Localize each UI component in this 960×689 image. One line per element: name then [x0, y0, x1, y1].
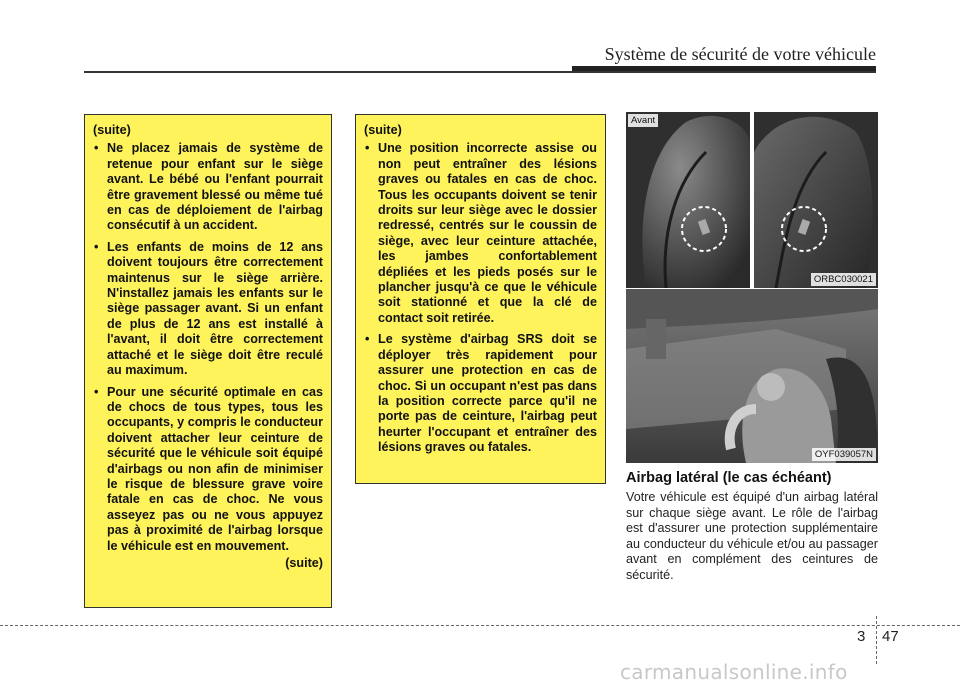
page-number: 47	[882, 628, 899, 645]
section-title: Airbag latéral (le cas échéant)	[626, 470, 832, 486]
continued-label: (suite)	[364, 123, 402, 137]
warning-item: • Ne placez jamais de système de retenue pour enfant sur le siège avant. Le bébé ou l'enfant pourrait être gravement blessé ou même tué en cas de déploiement de l'airbag consécutif à un accident.	[93, 141, 323, 233]
figure-code: ORBC030021	[811, 273, 876, 286]
seats-side-airbag-photo	[626, 112, 878, 288]
warning-item: • Les enfants de moins de 12 ans doivent toujours être correctement maintenus sur le siège arrière. N'installez jamais les enfants sur le siège passager avant. Si un enfant de plus de 12 ans est installé à l'avant, il doit être correctement attaché et le siège doit être reculé au maximum.	[93, 240, 323, 379]
warning-box-left	[84, 114, 332, 608]
warning-list	[364, 141, 597, 455]
section-body: Votre véhicule est équipé d'un airbag latéral sur chaque siège avant. Le rôle de l'airbag est d'assurer une protection supplémentaire au conducteur du véhicule et/ou au passager avant en complément des ceintures de sécurité.	[626, 490, 878, 582]
chapter-number: 3	[857, 628, 866, 645]
footer-divider	[0, 625, 960, 626]
page-header-title: Système de sécurité de votre véhicule	[604, 44, 876, 64]
front-label: Avant	[628, 114, 658, 127]
interior-illustration	[626, 289, 878, 463]
continued-end-label: (suite)	[285, 555, 323, 570]
page-number-divider	[876, 616, 877, 664]
continued-label: (suite)	[93, 123, 131, 137]
watermark: carmanualsonline.info	[620, 660, 848, 684]
figure-code: OYF039057N	[812, 448, 876, 461]
interior-airbag-photo	[626, 289, 878, 463]
warning-box-middle	[355, 114, 606, 484]
seats-illustration	[626, 112, 878, 288]
warning-item: • Pour une sécurité optimale en cas de chocs de tous types, tous les occupants, y compris le conducteur doivent attacher leur ceinture de sécurité que le véhicule soit équipé d'airbags ou non afin de minimiser le risque de blessure grave voire fatale en cas de choc. Ne vous asseyez pas ou ne vous appuyez pas à proximité de l'airbag lorsque le véhicule est en mouvement.	[93, 385, 323, 554]
warning-item: • Le système d'airbag SRS doit se déployer très rapidement pour assurer une protection en cas de choc. Si un occupant n'est pas dans la position correcte parce qu'il ne porte pas de ceinture, l'airbag peut heurter l'occupant et entraîner des lésions graves ou fatales.	[364, 332, 597, 455]
warning-list	[93, 141, 323, 554]
header-rule	[84, 71, 876, 73]
warning-item: • Une position incorrecte assise ou non peut entraîner des lésions graves ou fatales en cas de choc. Tous les occupants doivent se tenir droits sur leur siège avec le dossier redressé, centrés sur le coussin de siège, avec leur ceinture attachée, les jambes confortablement dépliées et les pieds posés sur le plancher jusqu'à ce que le véhicule soit stationné et que la clé de contact soit retirée.	[364, 141, 597, 326]
